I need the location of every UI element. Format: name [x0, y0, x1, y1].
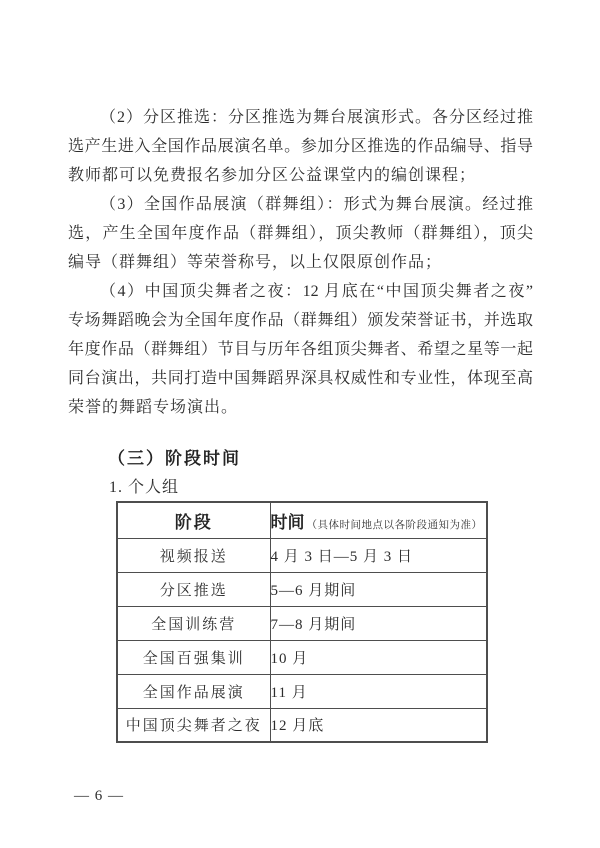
stage-cell: 全国作品展演 [117, 674, 270, 708]
stage-cell: 中国顶尖舞者之夜 [117, 708, 270, 742]
time-cell: 5—6 月期间 [270, 572, 487, 606]
paragraph-line: 选，产生全国年度作品（群舞组），顶尖教师（群舞组），顶尖 [68, 225, 533, 242]
body-text-block [68, 103, 533, 422]
time-header-label: 时间 [270, 512, 305, 532]
table-row [117, 640, 487, 674]
table-row [117, 674, 487, 708]
paragraph-line: 编导（群舞组）等荣誉称号，以上仅限原创作品； [68, 254, 443, 271]
time-header-cell [270, 502, 487, 538]
paragraph-line: 选产生进入全国作品展演名单。参加分区推选的作品编导、指导 [68, 138, 533, 155]
page-number: — 6 — [74, 788, 124, 804]
stage-cell: 视频报送 [117, 538, 270, 572]
paragraph-line: 年度作品（群舞组）节目与历年各组顶尖舞者、希望之星等一起 [68, 341, 533, 358]
stage-cell: 全国百强集训 [117, 640, 270, 674]
stage-cell: 全国训练营 [117, 606, 270, 640]
table-row [117, 606, 487, 640]
time-cell: 4 月 3 日—5 月 3 日 [270, 538, 487, 572]
table-row [117, 538, 487, 572]
group-subheading: 1. 个人组 [109, 479, 180, 496]
paragraph-line: （2）分区推选：分区推选为舞台展演形式。各分区经过推 [100, 109, 533, 126]
time-cell: 11 月 [270, 674, 487, 708]
paragraph-line: 专场舞蹈晚会为全国年度作品（群舞组）颁发荣誉证书，并选取 [68, 312, 533, 329]
table-row [117, 708, 487, 742]
stage-cell: 分区推选 [117, 572, 270, 606]
paragraph-line: （3）全国作品展演（群舞组）：形式为舞台展演。经过推 [100, 196, 533, 213]
stage-header-cell: 阶段 [117, 502, 270, 538]
paragraph-line: 荣誉的舞蹈专场演出。 [68, 399, 239, 416]
table-header-row [117, 502, 487, 538]
table-row [117, 572, 487, 606]
paragraph-line: 同台演出，共同打造中国舞蹈界深具权威性和专业性，体现至高 [68, 370, 533, 387]
paragraph-line: 教师都可以免费报名参加分区公益课堂内的编创课程； [68, 167, 477, 184]
time-cell: 12 月底 [270, 708, 487, 742]
paragraph-line: （4）中国顶尖舞者之夜：12 月底在“中国顶尖舞者之夜” [100, 283, 533, 300]
time-header-note: （具体时间地点以各阶段通知为准） [306, 519, 483, 531]
time-cell: 10 月 [270, 640, 487, 674]
time-cell: 7—8 月期间 [270, 606, 487, 640]
schedule-table [116, 501, 488, 743]
section-heading: （三）阶段时间 [108, 449, 241, 468]
